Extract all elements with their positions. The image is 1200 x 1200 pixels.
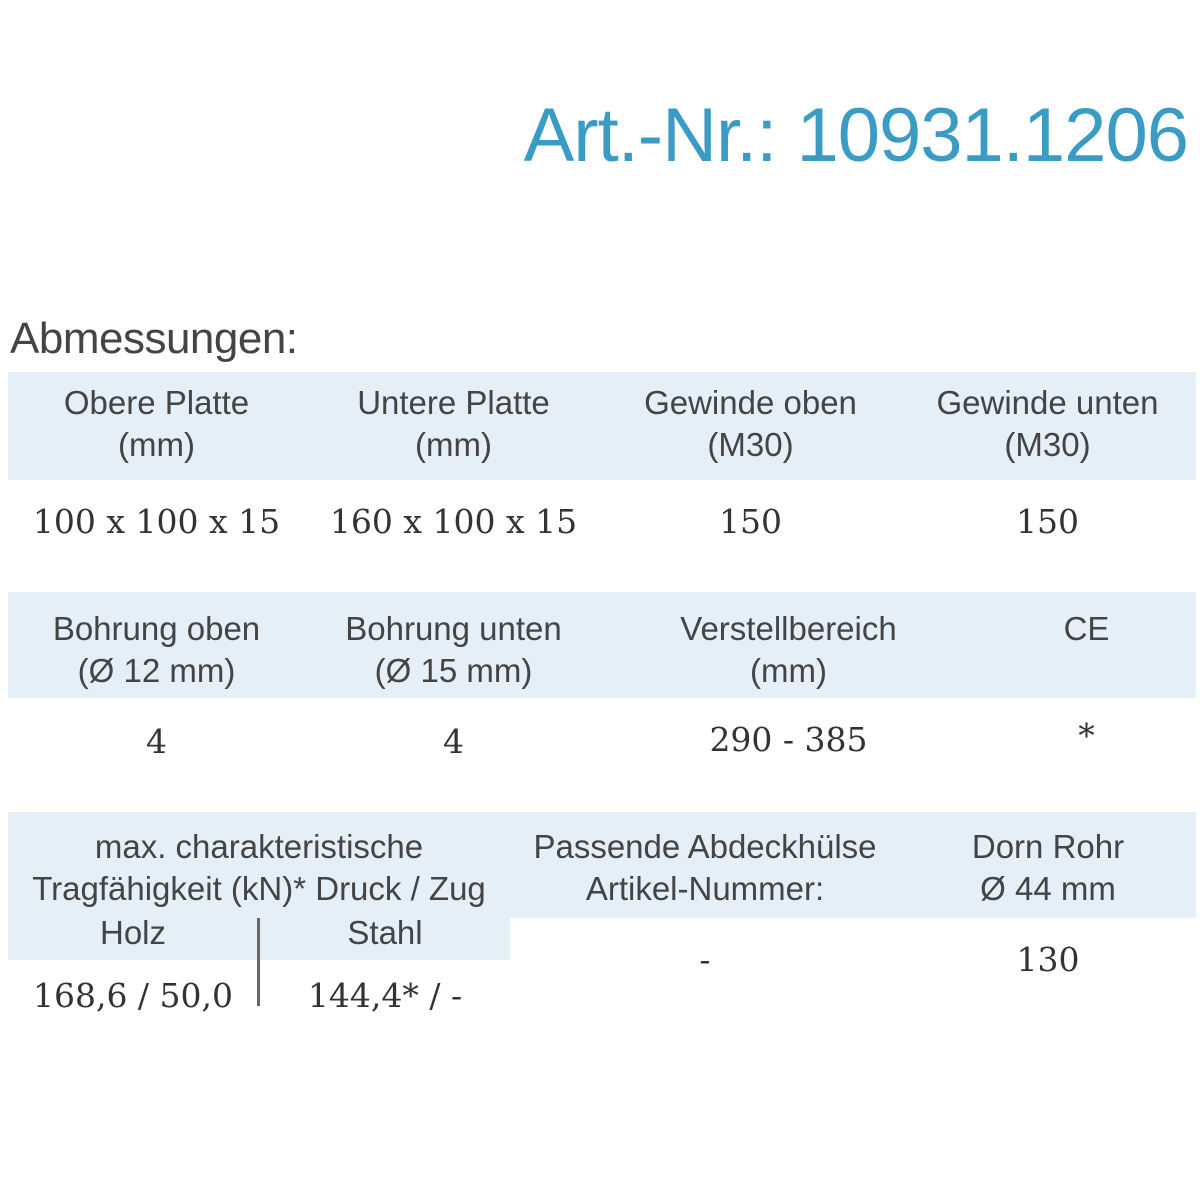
table1-value-thread-bottom: 150 [1016,502,1079,541]
header-line1: Passende Abdeckhülse [533,828,877,865]
header-line1: Gewinde unten [936,384,1159,421]
table3-header-tube [900,826,1196,910]
header-line1: CE [1063,610,1110,647]
section-title: Abmessungen: [10,314,298,363]
table1-header-thread-top [602,382,899,466]
table2-value-ce: * [1078,716,1095,755]
header-line1: Dorn Rohr [971,828,1125,865]
article-number: Art.-Nr.: 10931.1206 [523,93,1188,178]
table2-value-bore-top: 4 [146,722,167,761]
table1-value-lower-plate: 160 x 100 x 15 [329,502,578,541]
header-line2: Artikel-Nummer: [585,870,825,907]
header-line1: Obere Platte [63,384,250,421]
header-line2: (Ø 12 mm) [77,652,236,689]
table2-header-ce [938,608,1200,650]
table3-value-tube: 130 [1016,940,1080,979]
header-line1: Gewinde oben [644,384,857,421]
table2-header-bore-top [8,608,305,692]
header-line1: Bohrung oben [52,610,261,647]
table2-header-bore-bottom [305,608,602,692]
header-line1: Untere Platte [357,384,550,421]
header-line2: (M30) [707,426,794,463]
header-line2: (mm) [118,426,195,463]
table1-header-lower-plate [305,382,602,466]
table1-value-thread-top: 150 [719,502,782,541]
header-line2: (M30) [1004,426,1091,463]
table3-subheader-wood: Holz [99,914,167,951]
table1-header-thread-bottom [899,382,1196,466]
table2-header-adjust-range [640,608,937,692]
table2-value-bore-bottom: 4 [443,722,464,761]
header-line1: Verstellbereich [680,610,897,647]
table2-value-adjust-range: 290 - 385 [709,720,868,759]
table3-value-steel: 144,4* / - [307,976,463,1015]
table3-header-cover-sleeve [510,826,900,910]
header-line2: (mm) [750,652,827,689]
table3-header-load-capacity [8,826,510,910]
table3-value-cover-sleeve: - [699,940,711,979]
table3-subheader-steel: Stahl [347,914,423,951]
header-line2: (Ø 15 mm) [374,652,533,689]
table3-value-wood: 168,6 / 50,0 [32,976,234,1015]
header-line1: max. charakteristische [94,828,424,865]
header-line2: Tragfähigkeit (kN)* Druck / Zug [32,870,486,907]
header-line2: (mm) [415,426,492,463]
header-line1: Bohrung unten [345,610,562,647]
header-line2: Ø 44 mm [980,870,1116,907]
table1-header-upper-plate [8,382,305,466]
table1-value-upper-plate: 100 x 100 x 15 [32,502,281,541]
